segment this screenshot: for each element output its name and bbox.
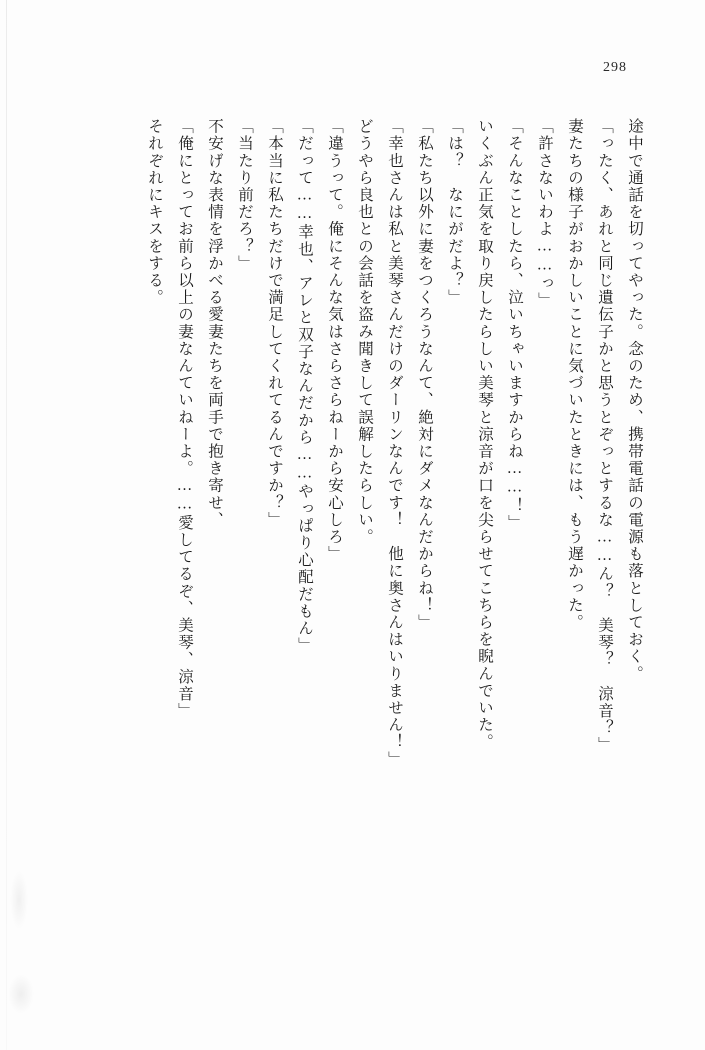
body-line: 「本当に私たちだけで満足してくれてるんですか？」 [266, 118, 283, 529]
body-line: 「許さないわよ……っ」 [536, 118, 553, 310]
body-line: 「ったく、あれと同じ遺伝子かと思うとぞっとするな……ん？ 美琴？ 涼音？」 [596, 118, 613, 754]
body-line: 「俺にとってお前ら以上の妻なんていねーよ。……愛してるぞ、美琴、涼音」 [176, 118, 193, 720]
body-line: いくぶん正気を取り戻したらしい美琴と涼音が口を尖らせてこちらを睨んでいた。 [476, 118, 493, 751]
body-line: 「私たち以外に妻をつくろうなんて、絶対にダメなんだからね！」 [416, 118, 433, 631]
page-number: 298 [603, 60, 627, 75]
body-line: 「幸也さんは私と美琴さんだけのダーリンなんです！ 他に奥さんはいりません！」 [386, 118, 403, 768]
body-line: 「違うって。俺にそんな気はさらさらねーから安心しろ」 [326, 118, 343, 563]
body-line: 「だって……幸也、アレと双子なんだから……やっぱり心配だもん」 [296, 118, 313, 655]
body-line: 「そんなことしたら、泣いちゃいますからね……！」 [506, 118, 523, 532]
body-line: 途中で通話を切ってやった。念のため、携帯電話の電源も落としておく。 [626, 118, 643, 683]
scan-artifact [10, 870, 28, 930]
scan-artifact [8, 974, 34, 1014]
body-line: 妻たちの様子がおかしいことに気づいたときには、もう遅かった。 [566, 118, 583, 631]
vertical-text-body [60, 118, 649, 990]
body-line: 「は？ なにがだよ？」 [446, 118, 463, 307]
body-line: それぞれにキスをする。 [146, 118, 163, 307]
body-line: どうやら良也との会話を盗み聞きして誤解したらしい。 [356, 118, 373, 546]
body-line: 「当たり前だろ？」 [236, 118, 253, 272]
body-line: 不安げな表情を浮かべる愛妻たちを両手で抱き寄せ、 [206, 118, 223, 529]
